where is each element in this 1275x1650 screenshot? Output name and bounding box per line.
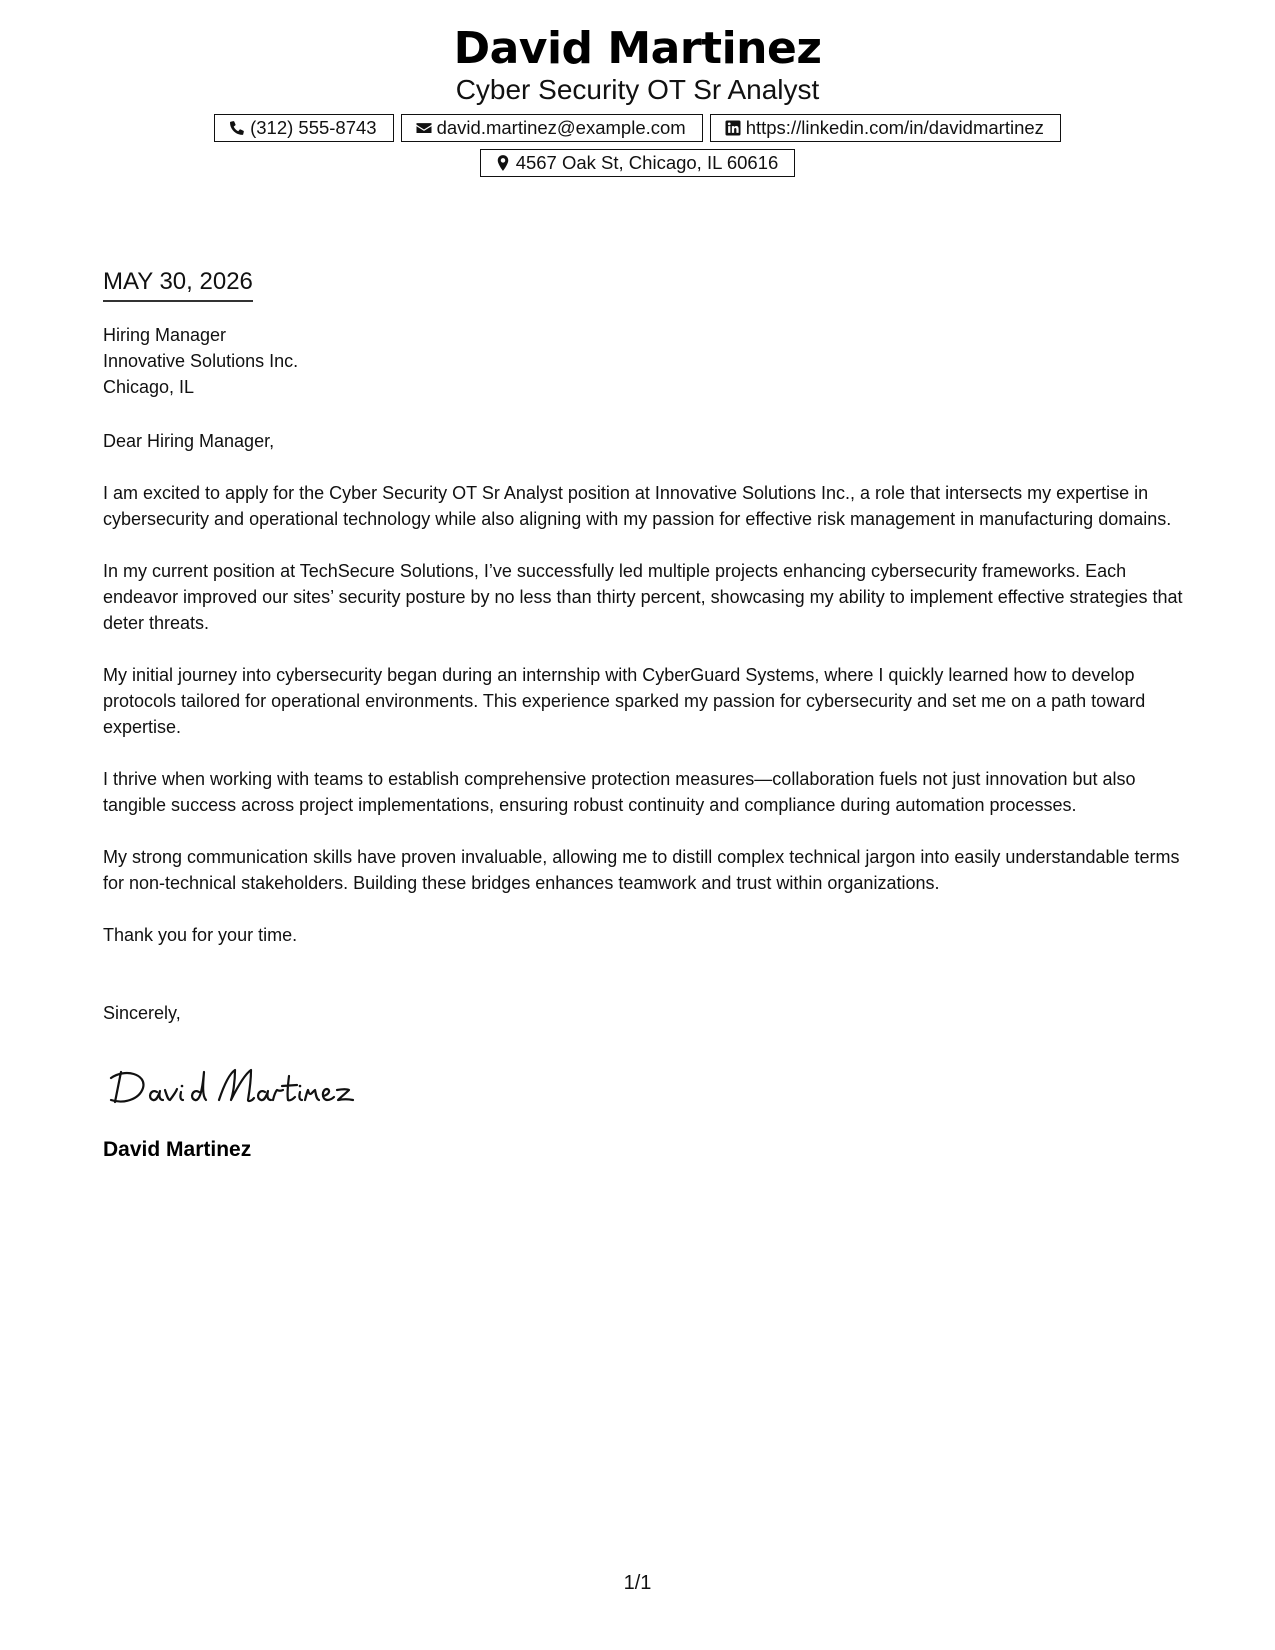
phone-chip[interactable]	[214, 114, 394, 142]
address-text: 4567 Oak St, Chicago, IL 60616	[515, 152, 779, 173]
letter-date: MAY 30, 2026	[103, 266, 253, 302]
signer-name: David Martinez	[103, 1138, 252, 1161]
phone-text: (312) 555-8743	[250, 117, 377, 138]
paragraph-3: My initial journey into cybersecurity began during an internship with CyberGuard Systems, where I quickly learned how to develop protocols tailored for operational environments. This experience sparked my passion for cybersecurity and set me on a path toward expertise.	[103, 665, 1146, 737]
thanks-line: Thank you for your time.	[103, 925, 298, 945]
contact-row	[0, 114, 1275, 142]
recipient-location: Chicago, IL	[103, 377, 195, 397]
map-pin-icon	[494, 154, 512, 172]
letter-header	[0, 22, 1275, 177]
paragraph-1: I am excited to apply for the Cyber Security OT Sr Analyst position at Innovative Solutions Inc., a role that intersects my expertise in cybersecurity and operational technology while also aligning with my passion for effective risk management in manufacturing domains.	[103, 483, 1172, 529]
email-text: david.martinez@example.com	[436, 117, 686, 138]
linkedin-icon	[724, 119, 742, 137]
job-title: Cyber Security OT Sr Analyst	[455, 74, 820, 105]
page-number: 1/1	[623, 1572, 652, 1594]
linkedin-chip[interactable]	[710, 114, 1061, 142]
handwritten-signature	[107, 1064, 361, 1108]
linkedin-text: https://linkedin.com/in/davidmartinez	[745, 117, 1044, 138]
envelope-icon	[415, 119, 433, 137]
phone-icon	[228, 119, 246, 137]
closing: Sincerely,	[103, 1003, 181, 1023]
paragraph-4: I thrive when working with teams to establish comprehensive protection measures—collaboration fuels not just innovation but also tangible success across project implementations, ensuring robust continuity and compliance during automation processes.	[103, 769, 1136, 815]
recipient-block	[103, 322, 1183, 400]
address-row	[0, 149, 1275, 177]
applicant-name: David Martinez	[453, 23, 822, 74]
email-chip[interactable]	[401, 114, 703, 142]
address-chip[interactable]	[480, 149, 796, 177]
paragraph-5: My strong communication skills have proven invaluable, allowing me to distill complex technical jargon into easily understandable terms for non-technical stakeholders. Building these bridges enhances teamwork and trust within organizations.	[103, 847, 1180, 893]
paragraph-2: In my current position at TechSecure Solutions, I’ve successfully led multiple projects enhancing cybersecurity frameworks. Each endeavor improved our sites’ security posture by no less than thirty percent, showcasing my ability to implement effective strategies that deter threats.	[103, 561, 1183, 633]
recipient-company: Innovative Solutions Inc.	[103, 351, 299, 371]
greeting: Dear Hiring Manager,	[103, 431, 275, 451]
recipient-name: Hiring Manager	[103, 325, 227, 345]
letter-body	[103, 266, 1183, 1163]
